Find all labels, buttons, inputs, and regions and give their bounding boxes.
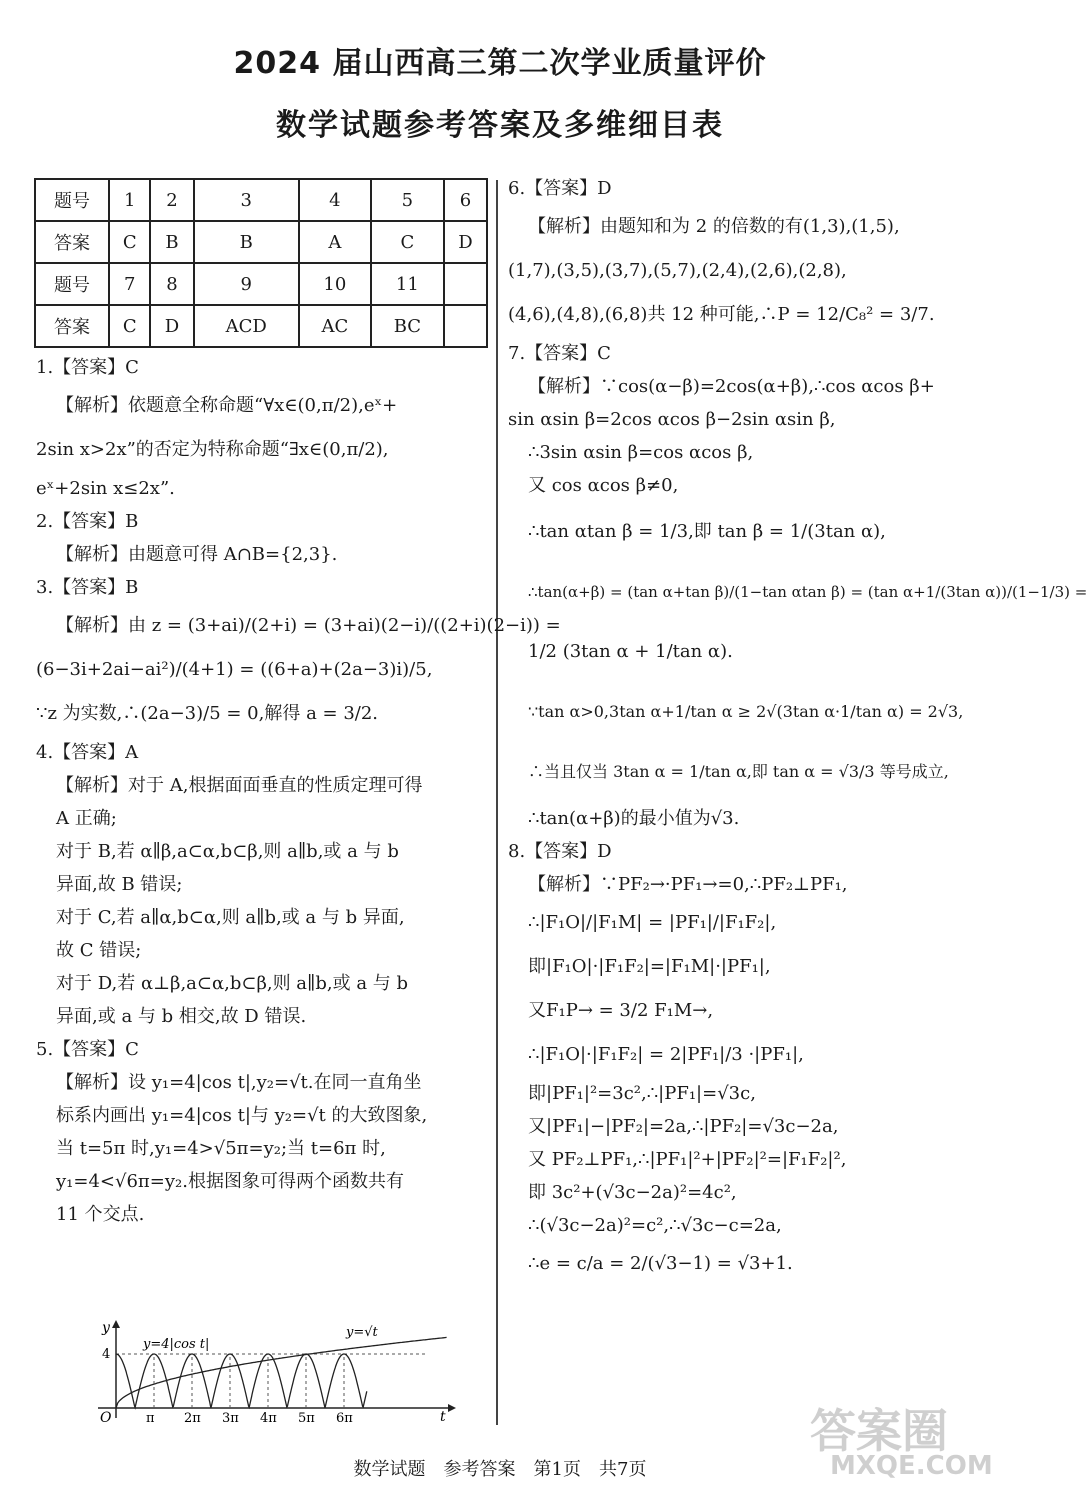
right-column	[508, 172, 1087, 1286]
solution-line: ∴|F₁O|/|F₁M| = |PF₁|/|F₁F₂|,	[528, 912, 777, 933]
answer-table	[34, 178, 488, 348]
solution-line: y₁=4<√6π=y₂.根据图象可得两个函数共有	[56, 1171, 404, 1192]
t-axis-arrow	[448, 1404, 456, 1412]
solution-line: 对于 B,若 α∥β,a⊂α,b⊂β,则 a∥b,或 a 与 b	[56, 841, 399, 862]
x-tick-label: 4π	[260, 1411, 277, 1426]
solution-line: 2sin x>2x”的否定为特称命题“∃x∈(0,π/2),	[36, 439, 389, 460]
table-cell: C	[371, 221, 444, 263]
solution-line: 又 PF₂⊥PF₁,∴|PF₁|²+|PF₂|²=|F₁F₂|²,	[528, 1149, 847, 1170]
column-divider	[496, 180, 498, 1425]
answer-heading-6: 6.【答案】D	[508, 178, 612, 199]
solution-line: 【解析】∵cos(α−β)=2cos(α+β),∴cos αcos β+	[528, 376, 935, 397]
solution-line: 【解析】由 z = (3+ai)/(2+i) = (3+ai)(2−i)/((2+i)(2−i)) =	[56, 615, 561, 636]
solution-line: 又 cos αcos β≠0,	[528, 475, 679, 496]
solution-line: 【解析】由题知和为 2 的倍数的有(1,3),(1,5),	[528, 216, 900, 237]
function-graph	[88, 1318, 458, 1426]
x-tick-label: 3π	[222, 1411, 239, 1426]
answer-heading-3: 3.【答案】B	[36, 577, 139, 598]
solution-line: 【解析】设 y₁=4|cos t|,y₂=√t.在同一直角坐	[56, 1072, 422, 1093]
table-cell: B	[150, 221, 193, 263]
solution-line: 故 C 错误;	[56, 940, 142, 961]
x-tick-label: 2π	[184, 1411, 201, 1426]
table-cell: 3	[194, 179, 299, 221]
solution-line: (6−3i+2ai−ai²)/(4+1) = ((6+a)+(2a−3)i)/5,	[36, 659, 433, 680]
curve2-label: y=√t	[346, 1325, 378, 1340]
solution-line: 当 t=5π 时,y₁=4>√5π=y₂;当 t=6π 时,	[56, 1138, 386, 1159]
table-cell: C	[109, 305, 150, 347]
page-subtitle: 数学试题参考答案及多维细目表	[276, 108, 724, 143]
solution-line: ∴tan(α+β) = (tan α+tan β)/(1−tan αtan β) = (tan α+1/(3tan α))/(1−1/3) =	[528, 583, 1087, 601]
page-title: 2024 届山西高三第二次学业质量评价	[233, 46, 767, 81]
solution-line: 即|F₁O|·|F₁F₂|=|F₁M|·|PF₁|,	[528, 956, 771, 977]
table-cell: 答案	[35, 305, 109, 347]
solution-line: ∴tan αtan β = 1/3,即 tan β = 1/(3tan α),	[528, 521, 886, 542]
solution-line: ∵tan α>0,3tan α+1/tan α ≥ 2√(3tan α·1/tan α) = 2√3,	[528, 702, 964, 721]
solution-line: 即|PF₁|²=3c²,∴|PF₁|=√3c,	[528, 1083, 756, 1104]
solution-line: ∴e = c/a = 2/(√3−1) = √3+1.	[528, 1253, 793, 1274]
table-row	[35, 221, 487, 263]
solution-line: 对于 C,若 a∥α,b⊂α,则 a∥b,或 a 与 b 异面,	[56, 907, 405, 928]
y-axis-label: y	[102, 1320, 110, 1336]
watermark-logo: 答案圈 MXQE.COM	[810, 1404, 993, 1481]
curve1-label: y=4|cos t|	[143, 1337, 210, 1352]
table-cell: 题号	[35, 179, 109, 221]
table-cell: 11	[371, 263, 444, 305]
table-cell: 1	[109, 179, 150, 221]
origin-label: O	[100, 1410, 112, 1426]
solution-line: eˣ+2sin x≤2x”.	[36, 478, 175, 499]
solution-line: ∵z 为实数,∴(2a−3)/5 = 0,解得 a = 3/2.	[36, 703, 379, 724]
x-tick-label: π	[146, 1411, 155, 1426]
table-cell: 4	[299, 179, 371, 221]
page-footer: 数学试题 参考答案 第1页 共7页	[353, 1459, 647, 1480]
answer-heading-8: 8.【答案】D	[508, 841, 612, 862]
solution-line: 异面,或 a 与 b 相交,故 D 错误.	[56, 1006, 307, 1027]
solution-line: 【解析】依题意全称命题“∀x∈(0,π/2),eˣ+	[56, 395, 398, 416]
table-cell: A	[299, 221, 371, 263]
table-cell: D	[444, 221, 487, 263]
solution-line: 即 3c²+(√3c−2a)²=4c²,	[528, 1182, 737, 1203]
answer-heading-7: 7.【答案】C	[508, 343, 611, 364]
solution-line: 标系内画出 y₁=4|cos t|与 y₂=√t 的大致图象,	[56, 1105, 428, 1126]
solution-line: 1/2 (3tan α + 1/tan α).	[528, 641, 733, 662]
x-tick-label: 5π	[298, 1411, 315, 1426]
solution-line: 【解析】对于 A,根据面面垂直的性质定理可得	[56, 775, 423, 796]
solution-line: sin αsin β=2cos αcos β−2sin αsin β,	[508, 409, 836, 430]
table-cell: 5	[371, 179, 444, 221]
table-cell: 2	[150, 179, 193, 221]
solution-line: A 正确;	[56, 808, 117, 829]
solution-line: ∴(√3c−2a)²=c²,∴√3c−c=2a,	[528, 1215, 782, 1236]
y-axis-arrow	[112, 1320, 120, 1328]
solution-line: 对于 D,若 α⊥β,a⊂α,b⊂β,则 a∥b,或 a 与 b	[56, 973, 409, 994]
solution-line: ∴当且仅当 3tan α = 1/tan α,即 tan α = √3/3 等号成立,	[528, 762, 949, 781]
table-cell: 题号	[35, 263, 109, 305]
table-cell: C	[109, 221, 150, 263]
y-tick-4: 4	[102, 1347, 111, 1362]
solution-line: 又F₁P→ = 3/2 F₁M→,	[528, 1000, 714, 1021]
table-cell: 9	[194, 263, 299, 305]
table-row	[35, 305, 487, 347]
table-cell: 10	[299, 263, 371, 305]
table-cell	[444, 305, 487, 347]
solution-line: 【解析】∵PF₂→·PF₁→=0,∴PF₂⊥PF₁,	[528, 874, 848, 895]
t-axis-label: t	[440, 1409, 446, 1425]
table-cell: ACD	[194, 305, 299, 347]
table-cell: 6	[444, 179, 487, 221]
table-cell: B	[194, 221, 299, 263]
answer-heading-4: 4.【答案】A	[36, 742, 139, 763]
table-cell	[444, 263, 487, 305]
table-cell: 答案	[35, 221, 109, 263]
answer-heading-2: 2.【答案】B	[36, 511, 139, 532]
table-row	[35, 263, 487, 305]
table-cell: BC	[371, 305, 444, 347]
table-row	[35, 179, 487, 221]
table-cell: D	[150, 305, 193, 347]
solution-line: (1,7),(3,5),(3,7),(5,7),(2,4),(2,6),(2,8),	[508, 260, 847, 281]
table-cell: 8	[150, 263, 193, 305]
answer-heading-1: 1.【答案】C	[36, 357, 139, 378]
solution-line: (4,6),(4,8),(6,8)共 12 种可能,∴P = 12/C₈² = 3/7.	[508, 304, 935, 325]
table-cell: 7	[109, 263, 150, 305]
solution-line: 异面,故 B 错误;	[56, 874, 183, 895]
table-cell: AC	[299, 305, 371, 347]
solution-line: ∴tan(α+β)的最小值为√3.	[528, 808, 740, 829]
answer-heading-5: 5.【答案】C	[36, 1039, 139, 1060]
solution-line: ∴3sin αsin β=cos αcos β,	[528, 442, 754, 463]
solution-line: 11 个交点.	[56, 1204, 145, 1225]
solution-line: ∴|F₁O|·|F₁F₂| = 2|PF₁|/3 ·|PF₁|,	[528, 1044, 804, 1065]
solution-line: 【解析】由题意可得 A∩B={2,3}.	[56, 544, 338, 565]
solution-line: 又|PF₁|−|PF₂|=2a,∴|PF₂|=√3c−2a,	[528, 1116, 839, 1137]
x-tick-label: 6π	[336, 1411, 353, 1426]
